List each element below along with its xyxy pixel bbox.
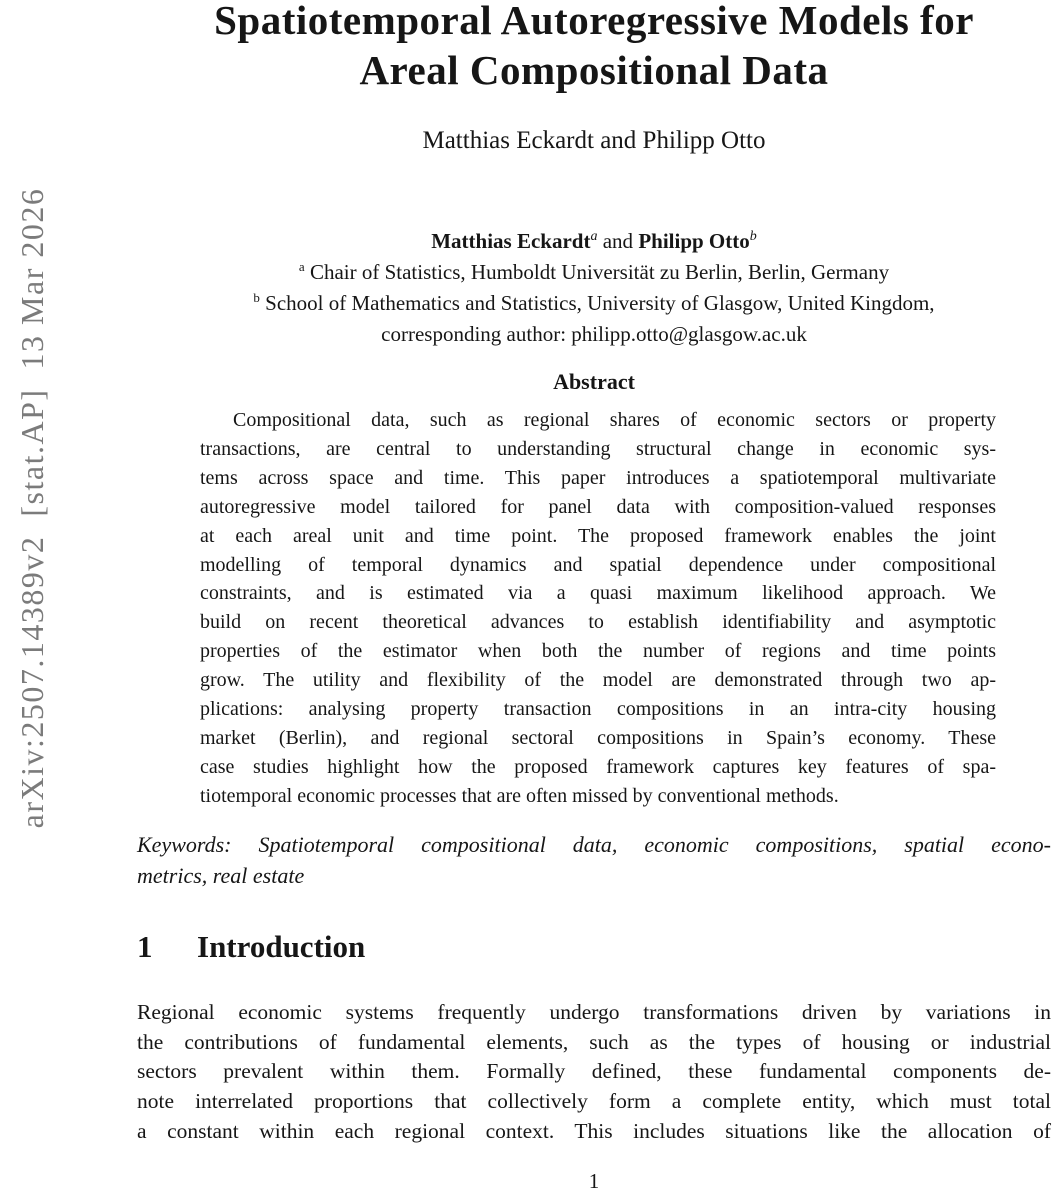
abstract-line: autoregressive model tailored for panel data with composition-valued responses — [200, 495, 996, 518]
affiliation-a-text: Chair of Statistics, Humboldt Universität zu Berlin, Berlin, Germany — [304, 260, 890, 284]
author2-affil-marker: b — [749, 229, 757, 244]
abstract-line: properties of the estimator when both the number of regions and time points — [200, 640, 996, 663]
affiliation-a-marker: a — [298, 259, 305, 274]
author-emphasis-line — [137, 226, 1051, 257]
affiliation-b-text: School of Mathematics and Statistics, University of Glasgow, United Kingdom, — [259, 291, 935, 315]
keywords-line: metrics, real estate — [137, 862, 305, 888]
affiliation-b-marker: b — [253, 290, 260, 305]
authors-connector: and — [597, 229, 639, 253]
page-number: 1 — [588, 1169, 600, 1193]
intro-line: note interrelated proportions that collectively form a complete entity, which must total — [137, 1089, 1051, 1114]
abstract-line: grow. The utility and flexibility of the model are demonstrated through two ap- — [200, 669, 996, 692]
abstract-line: tems across space and time. This paper introduces a spatiotemporal multivariate — [200, 466, 996, 489]
paper-title-line-1: Spatiotemporal Autoregressive Models for — [214, 0, 974, 43]
intro-line: the contributions of fundamental elements, such as the types of housing or industrial — [137, 1029, 1051, 1054]
abstract-line: Compositional data, such as regional shares of economic sectors or property — [233, 409, 996, 431]
keywords-line: Keywords: Spatiotemporal compositional data, economic compositions, spatial econo- — [137, 832, 1051, 857]
abstract-line: constraints, and is estimated via a quasi maximum likelihood approach. We — [200, 582, 996, 605]
abstract-line: market (Berlin), and regional sectoral compositions in Spain’s economy. These — [200, 726, 996, 749]
section-title: Introduction — [197, 929, 366, 964]
section-number: 1 — [137, 929, 153, 964]
author1-affil-marker: a — [590, 229, 598, 244]
abstract-body — [200, 406, 996, 811]
affiliation-a — [137, 257, 1051, 288]
author1-name: Matthias Eckardt — [431, 229, 591, 253]
corresponding-author-line: corresponding author: philipp.otto@glasgow.ac.uk — [381, 322, 807, 346]
author2-name: Philipp Otto — [638, 229, 750, 253]
abstract-line: tiotemporal economic processes that are often missed by conventional methods. — [200, 784, 839, 807]
paper-title-line-2: Areal Compositional Data — [359, 47, 829, 93]
affiliation-b — [137, 288, 1051, 319]
intro-line: sectors prevalent within them. Formally defined, these fundamental components de- — [137, 1059, 1051, 1084]
abstract-line: case studies highlight how the proposed framework captures key features of spa- — [200, 755, 996, 778]
paper-title — [137, 0, 1051, 95]
abstract-line: plications: analysing property transaction compositions in an intra-city housing — [200, 698, 996, 721]
author-affiliation-block — [137, 226, 1051, 350]
abstract-line: build on recent theoretical advances to establish identifiability and asymptotic — [200, 611, 996, 634]
abstract-line: transactions, are central to understanding structural change in economic sys- — [200, 437, 996, 460]
authors-line: Matthias Eckardt and Philipp Otto — [422, 127, 766, 154]
abstract-line: modelling of temporal dynamics and spatial dependence under compositional — [200, 553, 996, 576]
intro-line: Regional economic systems frequently undergo transformations driven by variations in — [137, 1000, 1051, 1024]
intro-line: a constant within each regional context. This includes situations like the allocation of — [137, 1118, 1051, 1143]
introduction-paragraph — [137, 998, 1051, 1147]
abstract-line: at each areal unit and time point. The proposed framework enables the joint — [200, 524, 996, 547]
keywords-block — [137, 830, 1051, 891]
abstract-heading: Abstract — [553, 369, 635, 394]
section-1-heading — [137, 929, 1051, 965]
arxiv-stamp: arXiv:2507.14389v2 [stat.AP] 13 Mar 2026 — [14, 187, 50, 829]
